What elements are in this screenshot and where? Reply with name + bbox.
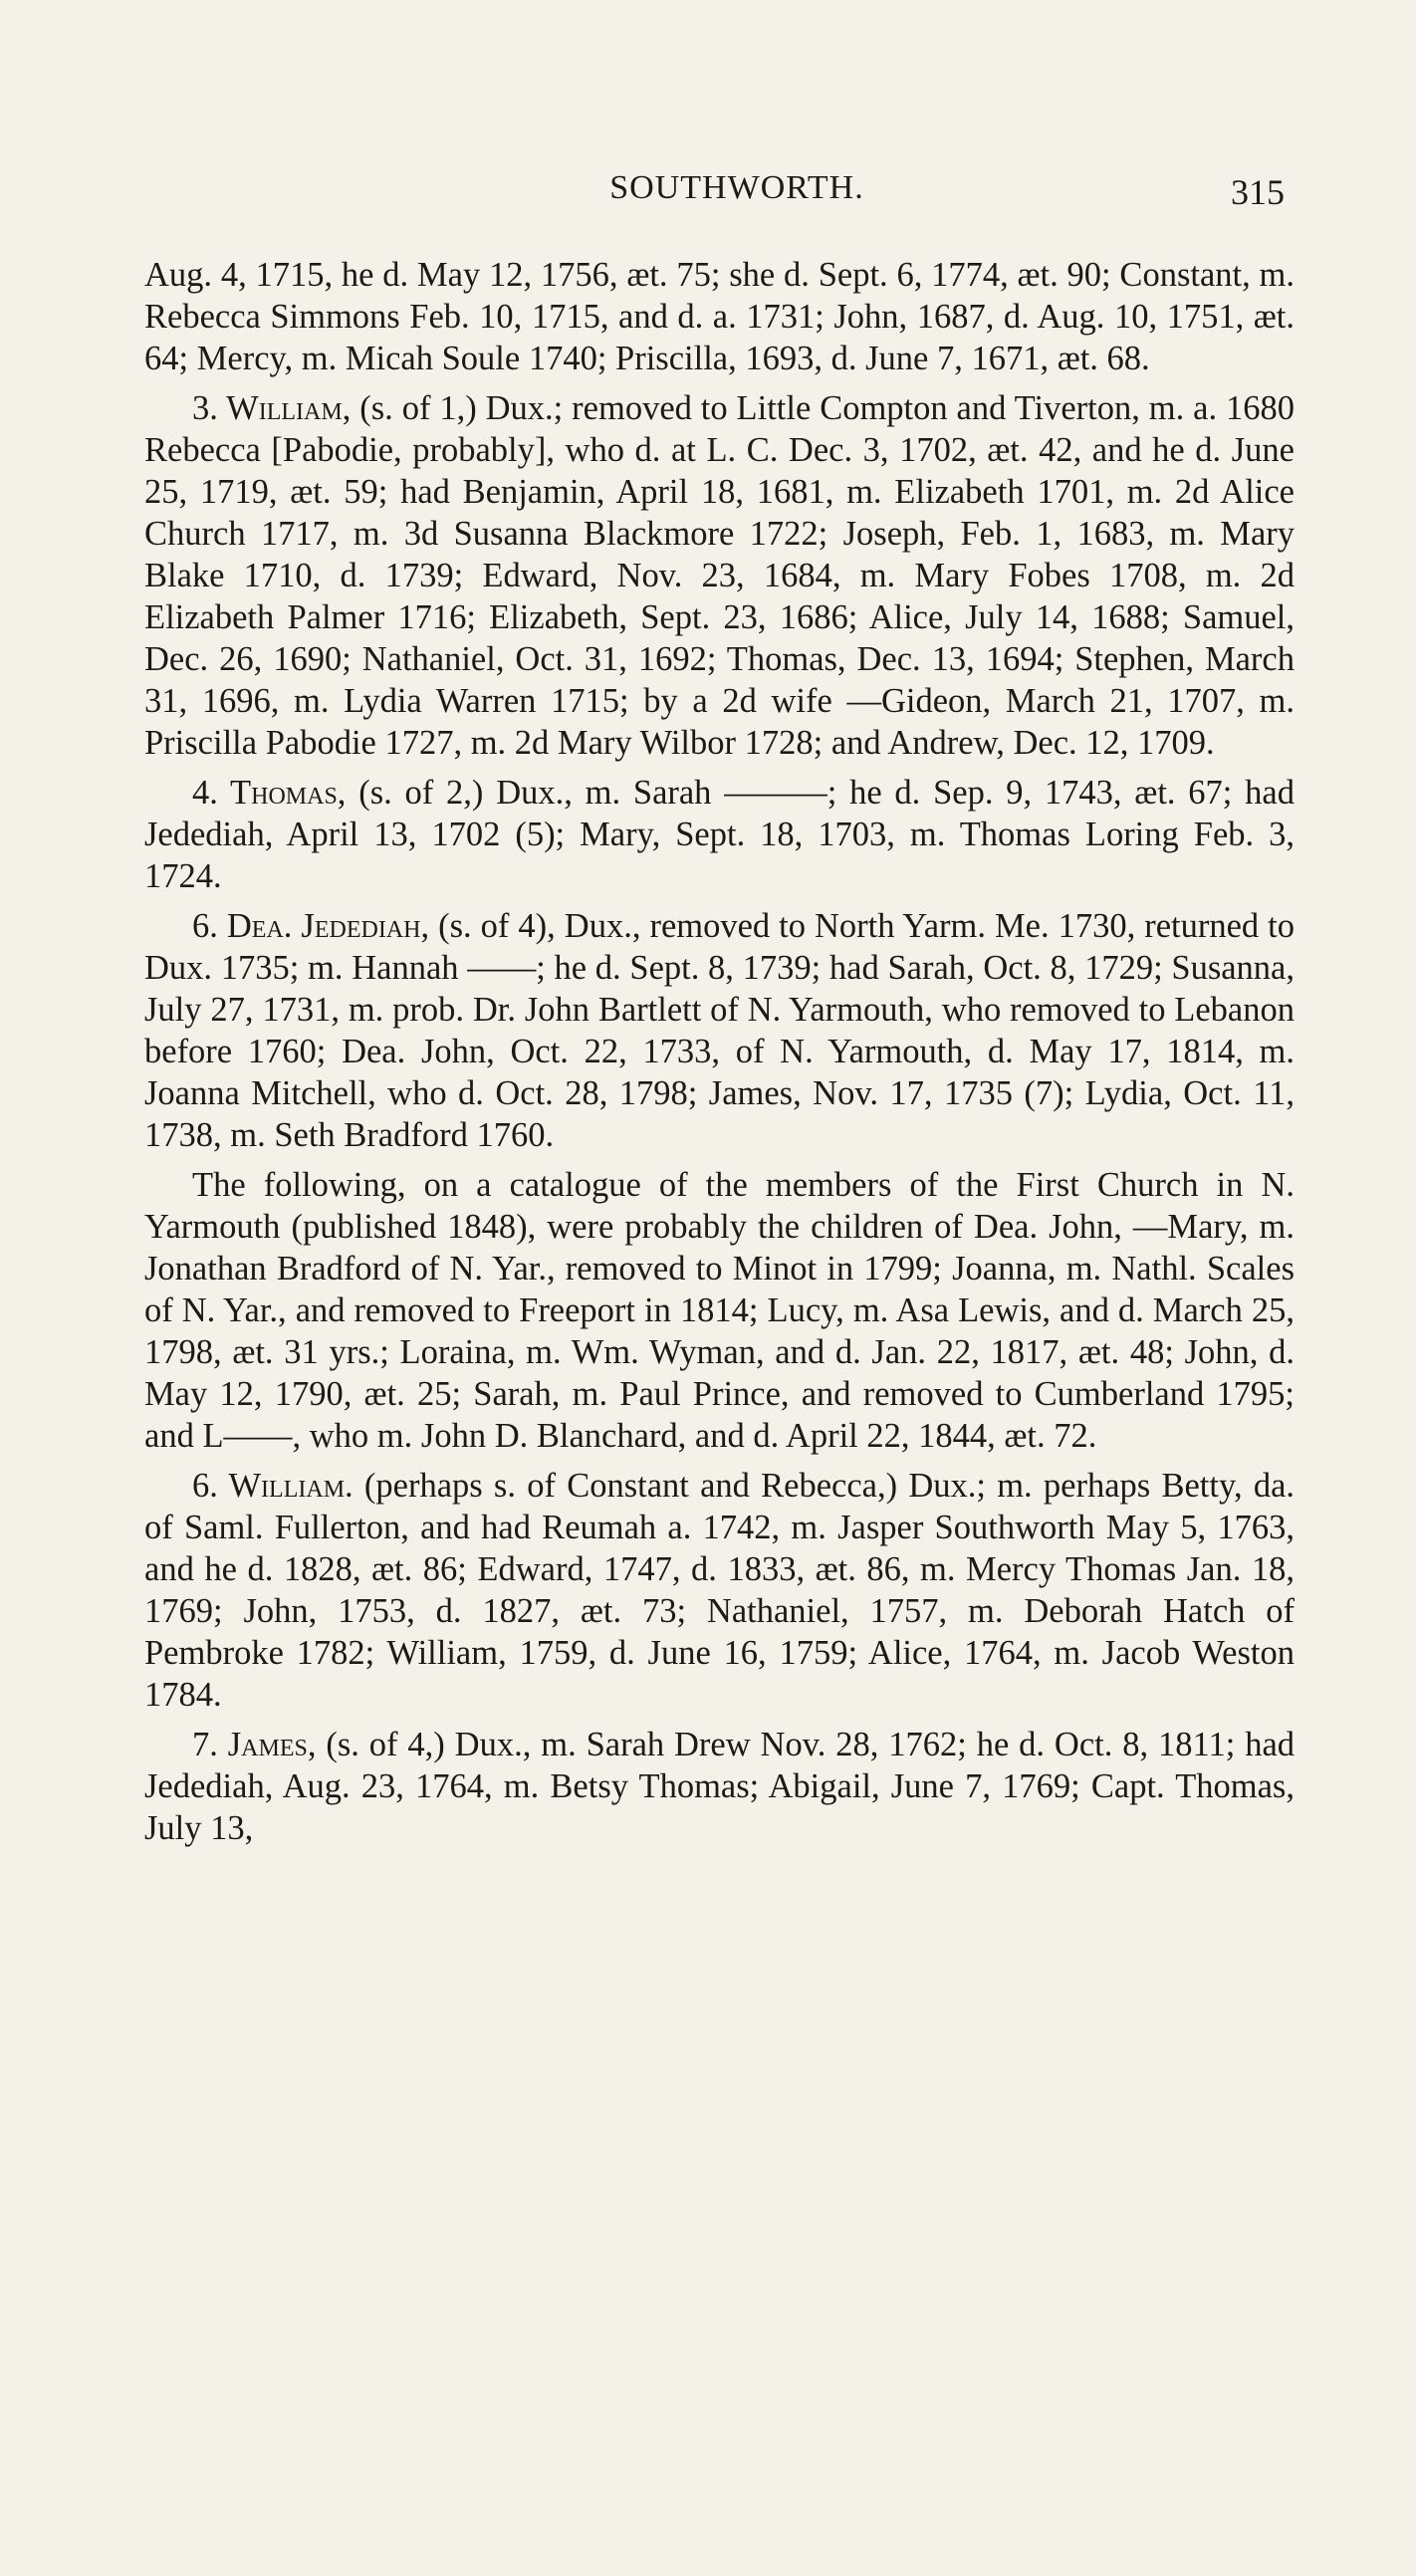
entry-heading: 7. James, <box>192 1726 317 1763</box>
paragraph-catalogue <box>144 1164 1295 1457</box>
paragraph-1 <box>144 254 1295 379</box>
entry-heading: 6. Dea. Jedediah, <box>192 907 430 945</box>
paragraph-text: (s. of 2,) Dux., m. Sarah ———; he d. Sep. 9, 1743, æt. 67; had Jedediah, April 13, 1702 (5); Mary, Sept. 18, 1703, m. Thomas Loring Feb. 3, 1724. <box>144 774 1295 895</box>
paragraph-william-3 <box>144 387 1295 764</box>
body-text <box>144 254 1295 1857</box>
paragraph-text: (perhaps s. of Constant and Rebecca,) Dux.; m. perhaps Betty, da. of Saml. Fullerton, and had Reumah a. 1742, m. Jasper Southworth May 5, 1763, and he d. 1828, æt. 86; Edward, 1747, d. 1833, æt. 86, m. Mercy Thomas Jan. 18, 1769; John, 1753, d. 1827, æt. 73; Nathaniel, 1757, m. Deborah Hatch of Pembroke 1782; William, 1759, d. June 16, 1759; Alice, 1764, m. Jacob Weston 1784. <box>144 1467 1296 1714</box>
paragraph-text: (s. of 4), Dux., removed to North Yarm. Me. 1730, returned to Dux. 1735; m. Hannah ——; he d. Sept. 8, 1739; had Sarah, Oct. 8, 1729; Susanna, July 27, 1731, m. prob. Dr. John Bartlett of N. Yarmouth, who removed to Lebanon before 1760; Dea. John, Oct. 22, 1733, of N. Yarmouth, d. May 17, 1814, m. Joanna Mitchell, who d. Oct. 28, 1798; James, Nov. 17, 1735 (7); Lydia, Oct. 11, 1738, m. Seth Bradford 1760. <box>144 907 1295 1154</box>
page-number: 315 <box>1231 172 1285 212</box>
paragraph-james-7 <box>144 1724 1295 1849</box>
entry-heading: 4. Thomas, <box>192 774 347 812</box>
paragraph-text: (s. of 4,) Dux., m. Sarah Drew Nov. 28, 1762; he d. Oct. 8, 1811; had Jedediah, Aug. 23, 1764, m. Betsy Thomas; Abigail, June 7, 1769; Capt. Thomas, July 13, <box>144 1726 1296 1847</box>
paragraph-thomas-4 <box>144 772 1295 897</box>
page-header <box>189 169 1285 219</box>
running-head: SOUTHWORTH. <box>609 169 864 206</box>
paragraph-william-6 <box>144 1465 1295 1716</box>
paragraph-text: (s. of 1,) Dux.; removed to Little Compton and Tiverton, m. a. 1680 Rebecca [Pabodie, probably], who d. at L. C. Dec. 3, 1702, æt. 42, and he d. June 25, 1719, æt. 59; had Benjamin, April 18, 1681, m. Elizabeth 1701, m. 2d Alice Church 1717, m. 3d Susanna Blackmore 1722; Joseph, Feb. 1, 1683, m. Mary Blake 1710, d. 1739; Edward, Nov. 23, 1684, m. Mary Fobes 1708, m. 2d Elizabeth Palmer 1716; Elizabeth, Sept. 23, 1686; Alice, July 14, 1688; Samuel, Dec. 26, 1690; Nathaniel, Oct. 31, 1692; Thomas, Dec. 13, 1694; Stephen, March 31, 1696, m. Lydia Warren 1715; by a 2d wife —Gideon, March 21, 1707, m. Priscilla Pabodie 1727, m. 2d Mary Wilbor 1728; and Andrew, Dec. 12, 1709. <box>144 389 1295 762</box>
paragraph-1-text: Aug. 4, 1715, he d. May 12, 1756, æt. 75; she d. Sept. 6, 1774, æt. 90; Constant, m. Rebecca Simmons Feb. 10, 1715, and d. a. 1731; John, 1687, d. Aug. 10, 1751, æt. 64; Mercy, m. Micah Soule 1740; Priscilla, 1693, d. June 7, 1671, æt. 68. <box>144 256 1295 377</box>
paragraph-text: The following, on a catalogue of the members of the First Church in N. Yarmouth (published 1848), were probably the children of Dea. John, —Mary, m. Jonathan Bradford of N. Yar., removed to Minot in 1799; Joanna, m. Nathl. Scales of N. Yar., and removed to Freeport in 1814; Lucy, m. Asa Lewis, and d. March 25, 1798, æt. 31 yrs.; Loraina, m. Wm. Wyman, and d. Jan. 22, 1817, æt. 48; John, d. May 12, 1790, æt. 25; Sarah, m. Paul Prince, and removed to Cumberland 1795; and L——, who m. John D. Blanchard, and d. April 22, 1844, æt. 72. <box>144 1166 1295 1455</box>
entry-heading: 3. William, <box>192 389 352 427</box>
entry-heading: 6. William. <box>192 1467 354 1505</box>
paragraph-jedediah-6 <box>144 905 1295 1156</box>
